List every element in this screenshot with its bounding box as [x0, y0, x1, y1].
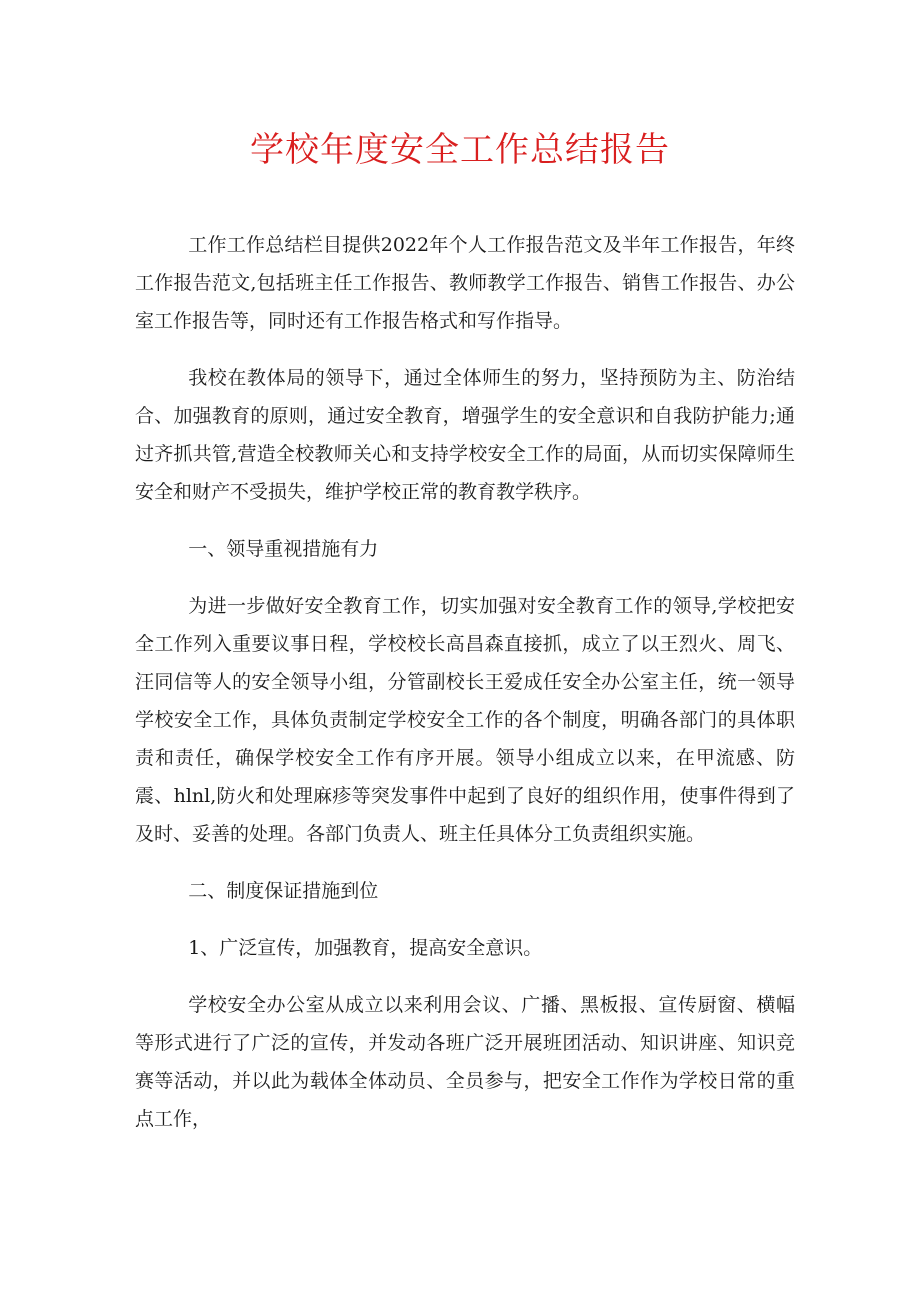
document-title: 学校年度安全工作总结报告: [250, 130, 670, 170]
paragraph-leadership: 为进一步做好安全教育工作，切实加强对安全教育工作的领导,学校把安全工作列入重要议事日程，学校校长高昌森直接抓，成立了以王烈火、周飞、汪同信等人的安全领导小组，分管副校长王爱成任安全办公室主任，统一领导学校安全工作，具体负责制定学校安全工作的各个制度，明确各部门的具体职责和责任，确保学校安全工作有序开展。领导小组成立以来，在甲流感、防震、hlnl,防火和处理麻疹等突发事件中起到了良好的组织作用，使事件得到了及时、妥善的处理。各部门负责人、班主任具体分工负责组织实施。: [135, 595, 795, 845]
section-heading-leadership: 一、领导重视措施有力: [188, 538, 379, 560]
paragraph-publicity: 学校安全办公室从成立以来利用会议、广播、黑板报、宣传厨窗、横幅等形式进行了广泛的宣传，并发动各班广泛开展班团活动、知识讲座、知识竞赛等活动，并以此为载体全体动员、全员参与，把安全工作作为学校日常的重点工作，: [135, 994, 795, 1130]
document-body: [135, 226, 795, 1157]
paragraph-overview: 我校在教体局的领导下，通过全体师生的努力，坚持预防为主、防治结合、加强教育的原则，通过安全教育，增强学生的安全意识和自我防护能力;通过齐抓共管,营造全校教师关心和支持学校安全工作的局面，从而切实保障师生安全和财产不受损失，维护学校正常的教育教学秩序。: [135, 367, 795, 503]
subsection-heading-publicity: 1、广泛宣传，加强教育，提高安全意识。: [188, 937, 543, 959]
paragraph-intro: 工作工作总结栏目提供2022年个人工作报告范文及半年工作报告，年终工作报告范文,包括班主任工作报告、教师教学工作报告、销售工作报告、办公室工作报告等，同时还有工作报告格式和写作指导。: [135, 234, 795, 332]
section-heading-system: 二、制度保证措施到位: [188, 880, 379, 902]
